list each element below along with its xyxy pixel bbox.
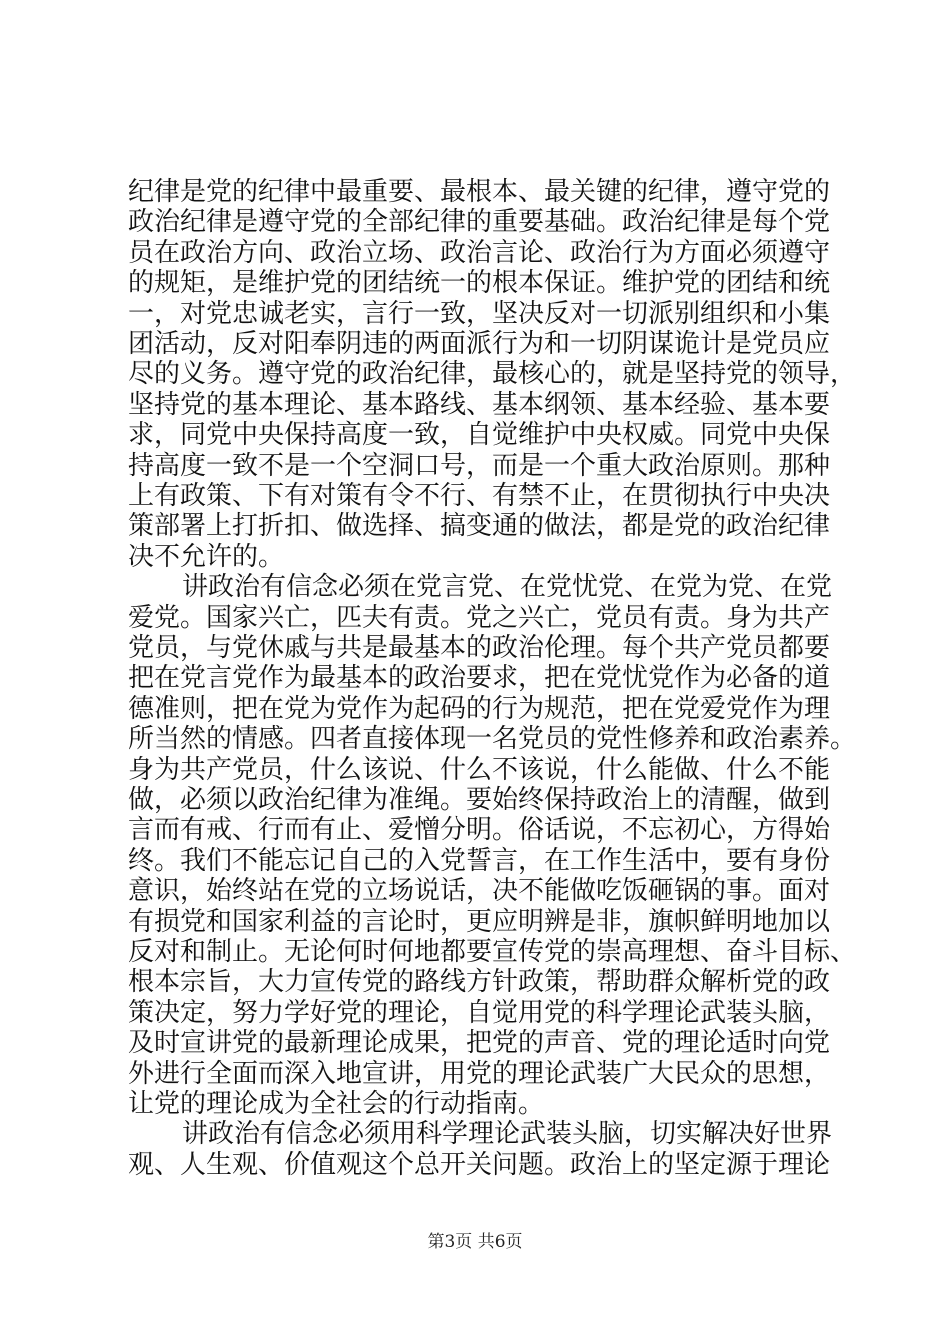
text-line: 员在政治方向、政治立场、政治言论、政治行为方面必须遵守 <box>128 237 831 268</box>
text-line: 策部署上打折扣、做选择、搞变通的做法，都是党的政治纪律 <box>128 511 831 542</box>
text-line: 及时宣讲党的最新理论成果，把党的声音、党的理论适时向党 <box>128 1028 831 1059</box>
text-line: 尽的义务。遵守党的政治纪律，最核心的，就是坚持党的领导， <box>128 359 857 390</box>
text-line: 党员，与党休戚与共是最基本的政治伦理。每个共产党员都要 <box>128 633 831 663</box>
text-line: 的规矩，是维护党的团结统一的根本保证。维护党的团结和统 <box>128 268 831 299</box>
text-line: 决不允许的。 <box>128 541 285 572</box>
text-line: 政治纪律是遵守党的全部纪律的重要基础。政治纪律是每个党 <box>128 207 831 238</box>
text-line: 持高度一致不是一个空洞口号，而是一个重大政治原则。那种 <box>128 450 831 481</box>
text-line: 有损党和国家利益的言论时，更应明辨是非，旗帜鲜明地加以 <box>128 906 831 937</box>
text-line: 外进行全面而深入地宣讲，用党的理论武装广大民众的思想， <box>128 1058 831 1089</box>
text-line: 坚持党的基本理论、基本路线、基本纲领、基本经验、基本要 <box>128 389 831 420</box>
text-line: 策决定，努力学好党的理论，自觉用党的科学理论武装头脑， <box>128 997 831 1028</box>
text-line: 上有政策、下有对策有令不行、有禁不止，在贯彻执行中央决 <box>128 481 831 511</box>
text-line: 所当然的情感。四者直接体现一名党员的党性修养和政治素养。 <box>128 724 857 755</box>
text-line: 言而有戒、行而有止、爱憎分明。俗话说，不忘初心，方得始 <box>128 815 831 846</box>
text-line: 观、人生观、价值观这个总开关问题。政治上的坚定源于理论 <box>128 1149 831 1180</box>
text-line: 反对和制止。无论何时何地都要宣传党的崇高理想、奋斗目标、 <box>128 937 857 967</box>
text-line: 把在党言党作为最基本的政治要求，把在党忧党作为必备的道 <box>128 663 831 694</box>
text-line: 讲政治有信念必须用科学理论武装头脑，切实解决好世界 <box>182 1119 833 1150</box>
text-line: 意识，始终站在党的立场说话，决不能做吃饭砸锅的事。面对 <box>128 876 831 907</box>
text-line: 根本宗旨，大力宣传党的路线方针政策，帮助群众解析党的政 <box>128 967 831 998</box>
text-line: 做，必须以政治纪律为准绳。要始终保持政治上的清醒，做到 <box>128 785 831 815</box>
text-line: 身为共产党员，什么该说、什么不该说，什么能做、什么不能 <box>128 754 831 785</box>
text-line: 纪律是党的纪律中最重要、最根本、最关键的纪律，遵守党的 <box>128 177 831 207</box>
text-line: 讲政治有信念必须在党言党、在党忧党、在党为党、在党 <box>182 572 833 603</box>
text-line: 团活动，反对阳奉阴违的两面派行为和一切阴谋诡计是党员应 <box>128 329 831 359</box>
text-line: 爱党。国家兴亡，匹夫有责。党之兴亡，党员有责。身为共产 <box>128 602 831 633</box>
text-line: 德准则，把在党为党作为起码的行为规范，把在党爱党作为理 <box>128 693 831 724</box>
text-line: 一，对党忠诚老实，言行一致，坚决反对一切派别组织和小集 <box>128 298 831 329</box>
text-line: 求，同党中央保持高度一致，自觉维护中央权威。同党中央保 <box>128 420 831 451</box>
text-line: 终。我们不能忘记自己的入党誓言，在工作生活中，要有身份 <box>128 845 831 876</box>
text-line: 让党的理论成为全社会的行动指南。 <box>128 1089 545 1119</box>
page-footer: 第3页 共6页 <box>427 1232 523 1252</box>
